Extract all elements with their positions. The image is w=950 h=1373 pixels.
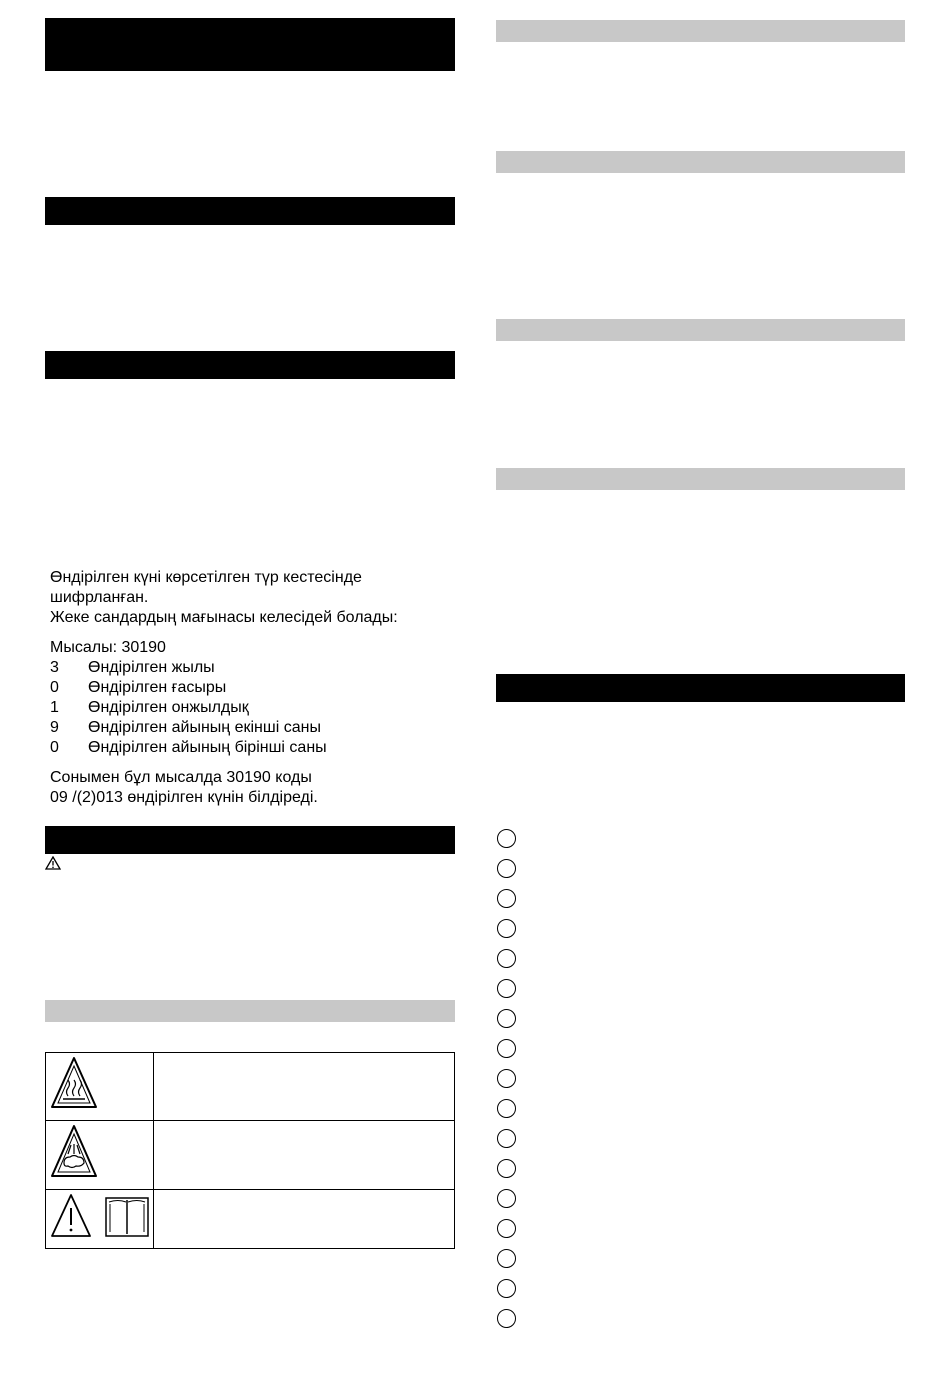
example-meaning: Өндірілген ғасыры [88,679,227,696]
callout-circle [497,1309,516,1328]
example-meaning: Өндірілген айының бірінші саны [88,739,327,756]
conclusion-line-1: Сонымен бұл мысалда 30190 коды [50,769,312,786]
warning-triangle-icon [45,856,61,870]
example-digit: 0 [50,739,59,756]
intro-line-3: Жеке сандардың мағынасы келесідей болады: [50,609,398,626]
intro-line-2: шифрланған. [50,589,149,606]
example-digit: 0 [50,679,59,696]
callout-circle [497,1039,516,1058]
example-row [50,718,455,738]
subsection-header-bar-1 [45,1000,455,1022]
callout-circle [497,1249,516,1268]
callout-circle [497,919,516,938]
section-header-bar-2 [45,197,455,225]
section-header-bar-4 [45,826,455,854]
symbol-icon-cell [46,1053,154,1121]
section-header-bar-5 [496,674,905,702]
example-digit: 1 [50,699,59,716]
callout-circle [497,1159,516,1178]
callout-circle [497,1009,516,1028]
symbol-row [46,1190,455,1249]
example-row [50,658,455,678]
callout-circle [497,1279,516,1298]
callout-circle [497,829,516,848]
example-row [50,738,455,758]
symbol-icon-cell [46,1121,154,1190]
section-header-bar-3 [45,351,455,379]
symbol-icon-cell [46,1190,154,1249]
symbol-description-cell [154,1121,455,1190]
example-meaning: Өндірілген жылы [88,659,215,676]
example-digit: 3 [50,659,59,676]
intro-line-1: Өндірілген күні көрсетілген түр кестесінде [50,569,362,586]
callout-circle [497,949,516,968]
section-header-bar-1 [45,18,455,71]
example-row [50,678,455,698]
subsection-header-bar-4 [496,319,905,341]
manufacture-date-section [50,568,455,808]
safety-symbols-table [45,1052,455,1249]
example-meaning: Өндірілген онжылдық [88,699,249,716]
example-meaning: Өндірілген айының екінші саны [88,719,321,736]
callout-circle [497,1129,516,1148]
symbol-description-cell [154,1053,455,1121]
example-label: Мысалы: 30190 [50,639,166,656]
symbol-row [46,1053,455,1121]
example-digit: 9 [50,719,59,736]
conclusion-line-2: 09 /(2)013 өндірілген күнін білдіреді. [50,789,318,806]
callout-circle [497,859,516,878]
symbol-description-cell [154,1190,455,1249]
callout-circle [497,1099,516,1118]
callout-circle [497,979,516,998]
callout-circle [497,1189,516,1208]
steam-hazard-icon [46,1121,153,1184]
example-row [50,698,455,718]
callout-circle [497,889,516,908]
subsection-header-bar-2 [496,20,905,42]
hot-surface-icon [46,1053,153,1115]
callout-circle [497,1219,516,1238]
warning-read-manual-icon [46,1190,153,1243]
symbol-row [46,1121,455,1190]
callout-circle [497,1069,516,1088]
subsection-header-bar-5 [496,468,905,490]
subsection-header-bar-3 [496,151,905,173]
